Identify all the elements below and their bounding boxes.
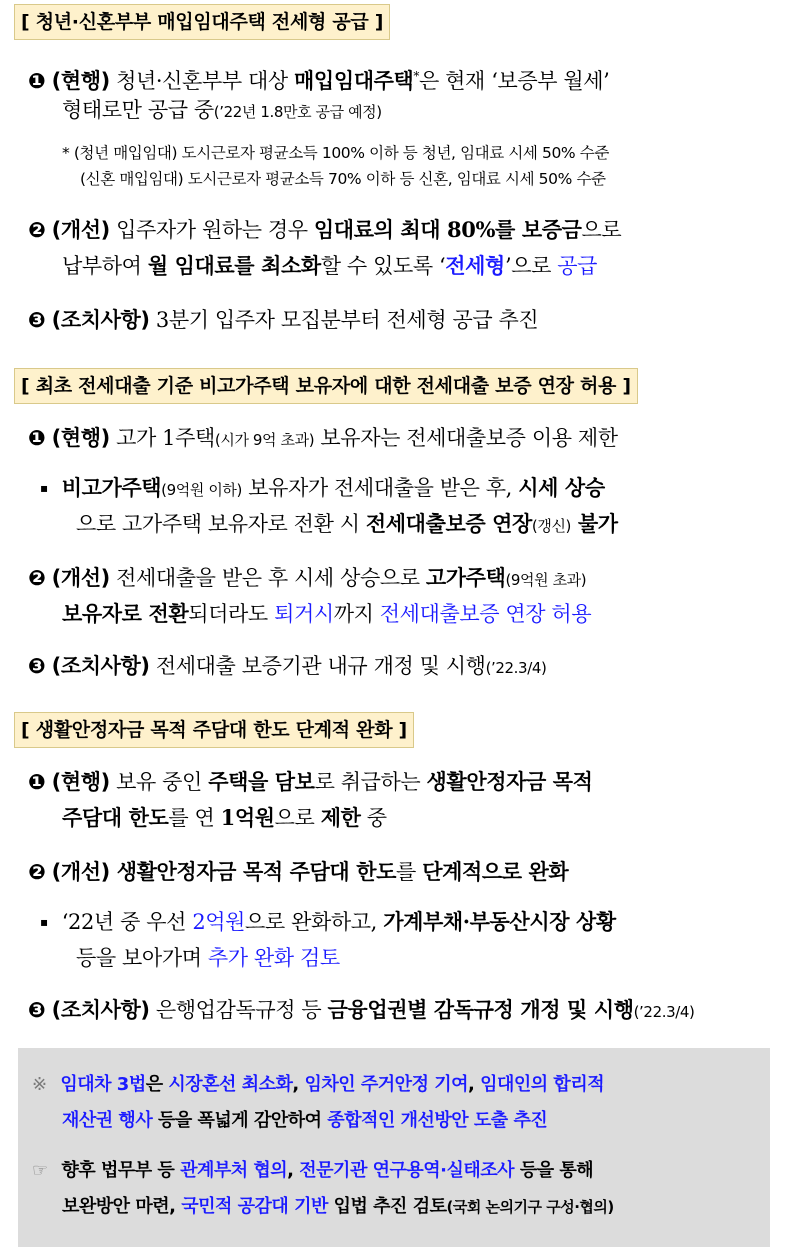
text: 를 [396,860,423,884]
tag-action: (조치사항) [51,998,150,1022]
text: 할 수 있도록 ‘ [320,254,446,278]
s2-action-line [28,648,546,686]
text: , [292,1074,305,1095]
text: 공급 [557,254,598,278]
text: ‘22년 중 우선 [61,910,193,934]
text: 형태로만 공급 중 [62,98,214,122]
text: 고가주택 [425,565,506,590]
marker-2: ❷ [28,218,46,242]
tag-improve: (개선) [51,218,110,242]
text: 임차인 주거안정 기여 [304,1074,468,1095]
text: 3분기 입주자 모집분부터 전세형 공급 추진 [149,308,539,332]
box-note-line2 [62,1106,547,1136]
marker-1: ❶ [28,69,46,93]
s3-bullet-line2 [76,940,340,976]
bullet-marker: ▪ [40,915,48,929]
text: 은행업감독규정 등 [149,998,328,1022]
text: 은 현재 ‘보증부 월세’ [418,69,610,93]
text: 향후 법무부 등 [61,1160,181,1181]
text: 제한 [320,805,361,830]
text: 주택을 담보 [208,769,315,794]
text: 1억원 [220,805,275,830]
text: 국민적 공감대 기반 [181,1196,328,1217]
tag-current: (현행) [51,426,110,450]
marker-2: ❷ [28,566,46,590]
box-hand-line1 [32,1156,593,1186]
tag-improve: (개선) [51,860,110,884]
text: 은 [145,1074,169,1095]
text: 으로 완화하고, [245,910,384,934]
s3-action-line [28,992,694,1030]
marker-3: ❸ [28,654,46,678]
text: 임대인의 합리적 [480,1074,605,1095]
pointing-hand-icon: ☞ [32,1160,48,1181]
text: 월 임대료를 최소화 [147,253,321,278]
text: (’22.3/4) [485,659,547,677]
text: 퇴거시 [274,602,334,626]
marker-2: ❷ [28,860,46,884]
text: 으로 [581,218,622,242]
text: 으로 고가주택 보유자로 전환 시 [76,512,366,536]
text: 고가 1주택 [109,426,215,450]
tag-action: (조치사항) [51,654,150,678]
text: 전세대출 보증기관 내규 개정 및 시행 [149,654,486,678]
text: 금융업권별 감독규정 개정 및 시행 [327,997,634,1022]
text: 종합적인 개선방안 도출 추진 [327,1110,548,1131]
text: 전세대출보증 연장 [365,511,532,536]
s2-improve-line2 [62,596,591,632]
s2-bullet-line2 [76,506,618,544]
text: 생활안정자금 목적 [426,769,593,794]
text: 등을 통해 [514,1160,594,1181]
text: 재산권 행사 [62,1110,153,1131]
reference-mark-icon: ※ [32,1074,47,1095]
s1-action-line [28,302,538,338]
text: 보유자가 전세대출을 받은 후, [241,476,519,500]
text: 주담대 한도 [62,805,169,830]
text: 를 연 [168,806,221,830]
marker-1: ❶ [28,426,46,450]
text: 되더라도 [188,602,275,626]
text: 전문기관 연구용역·실태조사 [299,1160,515,1181]
text: 입주자가 원하는 경우 [109,218,314,242]
text: 로 취급하는 [314,770,427,794]
box-note-line1 [32,1070,604,1100]
text: 임대차 3법 [60,1074,146,1095]
tag-improve: (개선) [51,566,110,590]
text: 시세 상승 [518,475,605,500]
text: 입법 추진 검토 [327,1196,447,1217]
marker-1: ❶ [28,770,46,794]
text: (’22.3/4) [633,1003,695,1021]
text: 추가 완화 검토 [207,946,340,970]
s3-bullet-line1 [40,904,616,943]
text: 임대료의 최대 80%를 보증금 [313,217,582,242]
text: 납부하여 [62,254,148,278]
text: 생활안정자금 목적 주담대 한도 [109,859,397,884]
footnote-mark: * [413,69,419,83]
text: 가계부채·부동산시장 상황 [383,909,616,934]
tag-current: (현행) [51,69,110,93]
text: (시가 9억 초과) [214,431,315,449]
s2-current-line [28,420,618,458]
s1-improve-line2 [62,248,597,284]
s1-improve-line1 [28,212,621,248]
text: 전세대출을 받은 후 시세 상승으로 [109,566,426,590]
text: 전세형 [445,253,505,278]
text: (국회 논의기구 구성·협의) [446,1198,614,1216]
text: , [287,1160,300,1181]
text: 관계부처 협의 [180,1160,288,1181]
s1-note-line2: (신혼 매입임대) 도시근로자 평균소득 70% 이하 등 신혼, 임대료 시세 50% 수준 [80,170,606,188]
text: 보유자는 전세대출보증 이용 제한 [314,426,618,450]
s2-bullet-line1 [40,470,605,509]
text: ’으로 [504,254,558,278]
text: 매입임대주택 [294,68,414,93]
tag-action: (조치사항) [51,308,150,332]
text: 2억원 [192,910,246,934]
section-title-2: [ 최초 전세대출 기준 비고가주택 보유자에 대한 전세대출 보증 연장 허용 ] [14,368,638,404]
text: 등을 폭넓게 감안하여 [152,1110,328,1131]
s3-improve-line [28,854,568,890]
text: (’22년 1.8만호 공급 예정) [213,103,382,121]
text: 까지 [333,602,380,626]
text: 으로 [274,806,321,830]
section-title-3: [ 생활안정자금 목적 주담대 한도 단계적 완화 ] [14,712,414,748]
text: 중 [360,806,387,830]
text: 전세대출보증 연장 허용 [379,602,592,626]
text: (9억원 이하) [161,481,242,499]
s3-current-line2 [62,800,387,836]
s1-note-line1: * (청년 매입임대) 도시근로자 평균소득 100% 이하 등 청년, 임대료 시세 50% 수준 [62,144,609,162]
box-hand-line2 [62,1192,614,1222]
text: 비고가주택 [61,475,162,500]
bullet-marker: ▪ [40,481,48,495]
s2-improve-line1 [28,560,586,598]
text: 보유 중인 [109,770,209,794]
s3-current-line1 [28,764,593,800]
marker-3: ❸ [28,308,46,332]
section-title-1: [ 청년·신혼부부 매입임대주택 전세형 공급 ] [14,4,390,40]
text: 불가 [571,511,618,536]
text: 보완방안 마련, [62,1196,182,1217]
text: 등을 보아가며 [76,946,208,970]
marker-3: ❸ [28,998,46,1022]
text: 청년·신혼부부 대상 [109,69,295,93]
text: 시장혼선 최소화 [168,1074,293,1095]
text: 보유자로 전환 [62,601,189,626]
tag-current: (현행) [51,770,110,794]
text: (9억원 초과) [505,571,587,589]
s1-current-line2 [62,92,382,130]
text: 단계적으로 완화 [422,859,569,884]
summary-box [18,1048,770,1247]
text: (갱신) [531,517,571,535]
text: , [468,1074,481,1095]
